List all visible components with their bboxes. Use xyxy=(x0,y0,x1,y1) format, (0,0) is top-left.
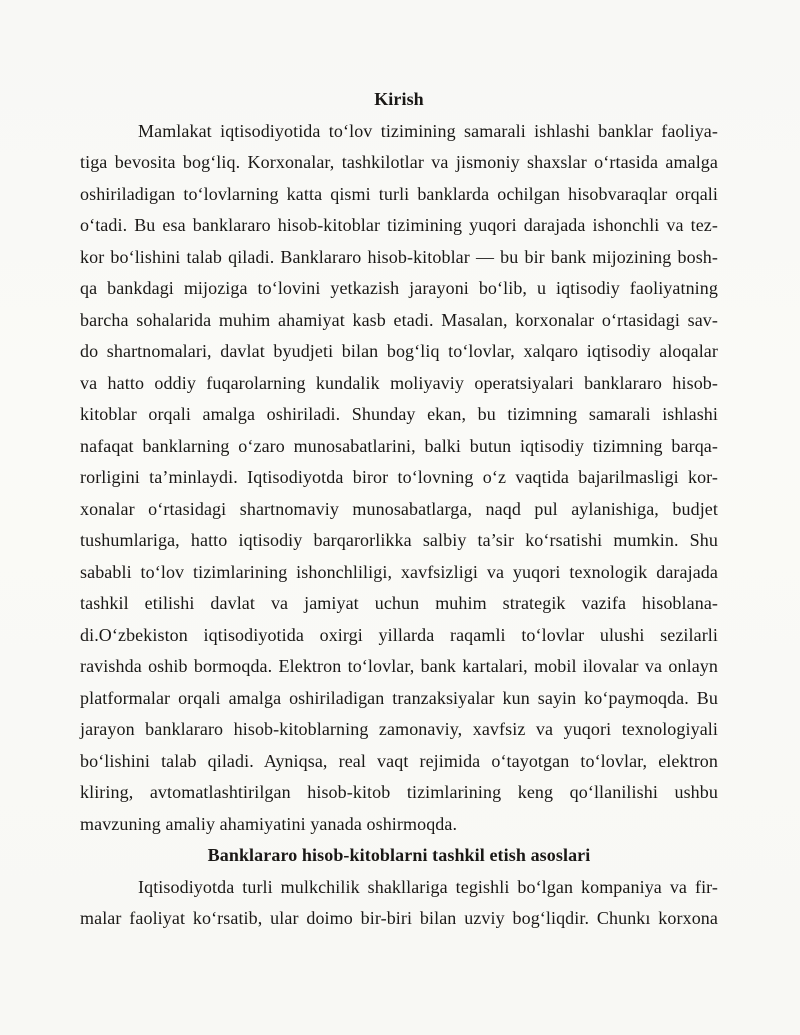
text-line: sababli to‘lov tizimlarining ishonchliligi, xavfsizligi va yuqori texnologik darajada xyxy=(80,561,718,582)
section-heading: Kirish xyxy=(374,89,424,109)
text-line: Mamlakat iqtisodiyotida to‘lov tizimining samarali ishlashi banklar faoliya- xyxy=(138,120,718,141)
text-line: di.O‘zbekiston iqtisodiyotida oxirgi yillarda raqamli to‘lovlar ulushi sezilarli xyxy=(80,624,718,645)
text-line: Iqtisodiyotda turli mulkchilik shakllariga tegishli bo‘lgan kompaniya va fir- xyxy=(138,876,718,897)
text-line: ravishda oshib bormoqda. Elektron to‘lovlar, bank kartalari, mobil ilovalar va onlayn xyxy=(80,656,718,676)
text-line: kliring, avtomatlashtirilgan hisob-kitob tizimlarining keng qo‘llanilishi ushbu xyxy=(80,782,718,802)
text-line: tashkil etilishi davlat va jamiyat uchun muhim strategik vazifa hisoblana- xyxy=(80,593,718,613)
document-page-content xyxy=(80,84,718,935)
text-line: malar faoliyat ko‘rsatib, ular doimo bir-biri bilan uzviy bog‘liqdir. Chunkı korxona xyxy=(80,908,718,928)
text-line: tushumlariga, hatto iqtisodiy barqarorlikka salbiy ta’sir ko‘rsatishi mumkin. Shu xyxy=(80,530,718,550)
text-line: platformalar orqali amalga oshiriladigan tranzaksiyalar kun sayin ko‘paymoqda. Bu xyxy=(80,687,718,708)
text-line: bo‘lishini talab qiladi. Ayniqsa, real vaqt rejimida o‘tayotgan to‘lovlar, elektron xyxy=(80,750,718,771)
text-line: kitoblar orqali amalga oshiriladi. Shunday ekan, bu tizimning samarali ishlashi xyxy=(80,404,718,424)
text-line: do shartnomalari, davlat byudjeti bilan bog‘liq to‘lovlar, xalqaro iqtisodiy aloqalar xyxy=(80,341,718,361)
text-line: mavzuning amaliy ahamiyatini yanada oshirmoqda. xyxy=(80,813,458,834)
text-line: va hatto oddiy fuqarolarning kundalik moliyaviy operatsiyalari banklararo hisob- xyxy=(80,372,718,393)
text-line: qa bankdagi mijoziga to‘lovini yetkazish jarayoni bo‘lib, u iqtisodiy faoliyatning xyxy=(80,278,718,298)
section-heading: Banklararo hisob-kitoblarni tashkil etish asoslari xyxy=(207,845,591,865)
text-line: xonalar o‘rtasidagi shartnomaviy munosabatlarga, naqd pul aylanishiga, budjet xyxy=(80,498,718,519)
text-line: jarayon banklararo hisob-kitoblarning zamonaviy, xavfsiz va yuqori texnologiyali xyxy=(80,719,718,739)
text-line: tiga bevosita bog‘liq. Korxonalar, tashkilotlar va jismoniy shaxslar o‘rtasida amalga xyxy=(80,152,718,172)
text-line: barcha sohalarida muhim ahamiyat kasb etadi. Masalan, korxonalar o‘rtasidagi sav- xyxy=(80,309,718,330)
text-line: o‘tadi. Bu esa banklararo hisob-kitoblar tizimining yuqori darajada ishonchli va tez- xyxy=(80,215,718,235)
text-line: kor bo‘lishini talab qiladi. Banklararo hisob-kitoblar — bu bir bank mijozining bosh- xyxy=(80,246,718,267)
text-line: rorligini ta’minlaydi. Iqtisodiyotda biror to‘lovning o‘z vaqtida bajarilmasligi kor- xyxy=(80,467,718,487)
text-line: nafaqat banklarning o‘zaro munosabatlarini, balki butun iqtisodiy tizimning barqa- xyxy=(80,435,718,456)
text-line: oshiriladigan to‘lovlarning katta qismi turli banklarda ochilgan hisobvaraqlar orqali xyxy=(80,183,718,204)
